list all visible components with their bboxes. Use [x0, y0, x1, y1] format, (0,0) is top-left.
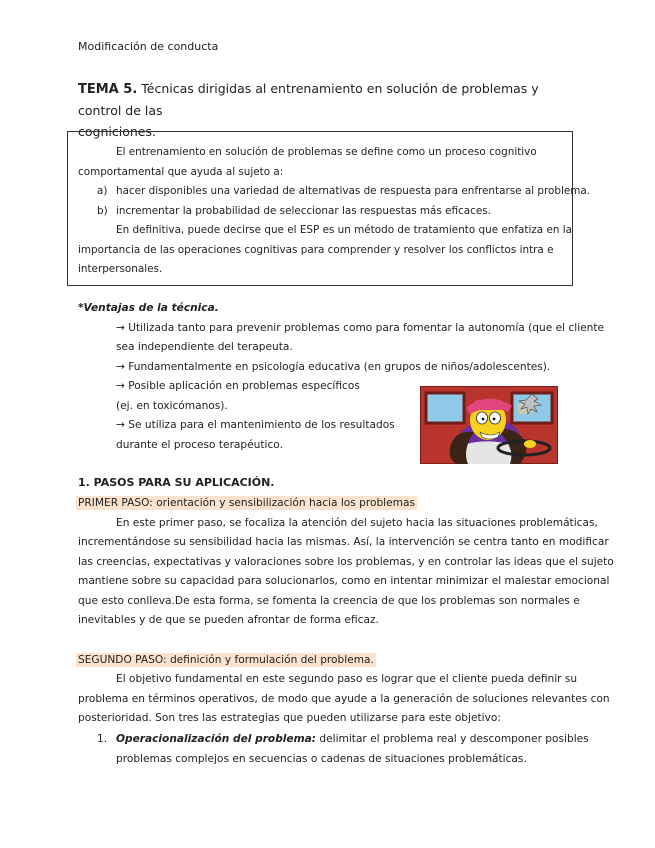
topic-title-line1: Técnicas dirigidas al entrenamiento en solución de problemas y control de las	[78, 81, 539, 118]
advantage-line-4: → Posible aplicación en problemas específicos	[116, 380, 360, 392]
definition-item-b-text: incrementar la probabilidad de seleccionar las respuestas más eficaces.	[116, 205, 491, 217]
steps-heading: 1. PASOS PARA SU APLICACIÓN.	[78, 476, 275, 489]
definition-line-5: interpersonales.	[78, 263, 163, 275]
second-step-title	[78, 653, 376, 667]
topic-label: TEMA 5.	[78, 82, 138, 97]
definition-line-4: importancia de las operaciones cognitivas para comprender y resolver los conflictos intra e	[78, 244, 554, 256]
first-step-line-5: que esto conlleva.De esta forma, se fomenta la creencia de que los problemas son normales e	[78, 595, 580, 607]
first-step-line-6: inevitables y de que se pueden afrontar de forma eficaz.	[78, 614, 379, 626]
running-header: Modificación de conducta	[78, 40, 219, 53]
advantage-line-6: → Se utiliza para el mantenimiento de los resultados	[116, 419, 395, 431]
definition-item-b-marker: b)	[97, 205, 108, 217]
strategy-1-text	[116, 732, 589, 746]
definition-line-1: El entrenamiento en solución de problemas se define como un proceso cognitivo	[116, 146, 537, 158]
advantage-line-2: sea independiente del terapeuta.	[116, 341, 293, 353]
advantage-line-1: → Utilizada tanto para prevenir problemas como para fomentar la autonomía (que el cliente	[116, 322, 605, 334]
topic-title-line2: cogniciones.	[78, 124, 156, 139]
definition-item-a-marker: a)	[97, 185, 108, 197]
strategy-1-description: delimitar el problema real y descomponer posibles	[316, 733, 589, 745]
first-step-line-4: mantiene sobre su capacidad para solucionarlos, como en intentar minimizar el malestar emocional	[78, 575, 610, 587]
advantage-line-3: → Fundamentalmente en psicología educativa (en grupos de niños/adolescentes).	[116, 361, 551, 373]
strategy-1-marker: 1.	[97, 733, 108, 745]
first-step-title-text: PRIMER PASO: orientación y sensibilización hacia los problemas	[78, 497, 415, 509]
first-step-line-3: las creencias, expectativas y valoraciones sobre los problemas, y en controlar las ideas que el sujeto	[78, 556, 614, 568]
second-step-title-text: SEGUNDO PASO: definición y formulación del problema.	[78, 654, 374, 666]
definition-line-3: En definitiva, puede decirse que el ESP es un método de tratamiento que enfatiza en la	[116, 224, 573, 236]
cartoon-bus-driver-image	[420, 386, 558, 464]
first-step-line-2: incrementándose su sensibilidad hacia las mismas. Así, la intervención se centra tanto en modificar	[78, 536, 609, 548]
second-step-line-1: El objetivo fundamental en este segundo paso es lograr que el cliente pueda definir su	[116, 673, 578, 685]
definition-item-a-text: hacer disponibles una variedad de alternativas de respuesta para enfrentarse al problema.	[116, 185, 591, 197]
advantage-line-5: (ej. en toxicómanos).	[116, 400, 228, 412]
advantage-line-7: durante el proceso terapéutico.	[116, 439, 283, 451]
second-step-line-2: problema en términos operativos, de modo que ayude a la generación de soluciones relevantes con	[78, 693, 610, 705]
advantages-heading: *Ventajas de la técnica.	[78, 302, 219, 314]
first-step-line-1: En este primer paso, se focaliza la atención del sujeto hacia las situaciones problemáticas,	[116, 517, 598, 529]
strategy-1-line-2: problemas complejos en secuencias o cadenas de situaciones problemáticas.	[116, 753, 527, 765]
definition-line-2: comportamental que ayuda al sujeto a:	[78, 166, 284, 178]
strategy-1-term: Operacionalización del problema:	[116, 733, 317, 745]
first-step-title	[78, 496, 417, 510]
second-step-line-3: posterioridad. Son tres las estrategias que pueden utilizarse para este objetivo:	[78, 712, 501, 724]
